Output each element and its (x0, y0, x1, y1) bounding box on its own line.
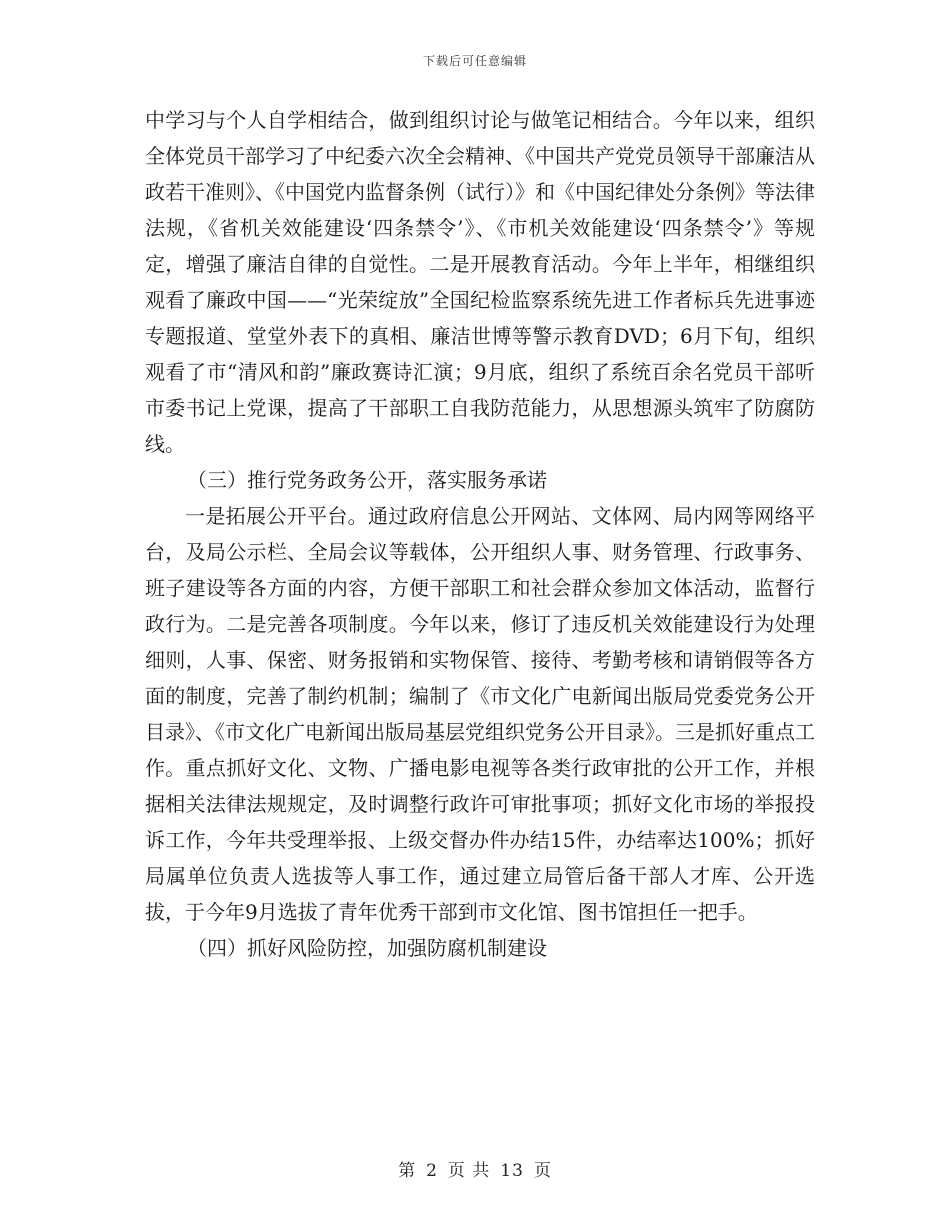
document-body (145, 102, 815, 966)
page-footer (0, 1156, 950, 1181)
footer-prefix: 第 (398, 1161, 417, 1181)
footer-middle: 页 共 (447, 1161, 491, 1181)
section-heading-3: （三）推行党务政务公开，落实服务承诺 (187, 468, 547, 492)
body-paragraph-2: 一是拓展公开平台。通过政府信息公开网站、文体网、局内网等网络平台，及局公示栏、全局会议等载体，公开组织人事、财务管理、行政事务、班子建设等各方面的内容，方便干部职工和社会群众参加文体活动，监督行政行为。二是完善各项制度。今年以来，修订了违反机关效能建设行为处理细则，人事、保密、财务报销和实物保管、接待、考勤考核和请销假等各方面的制度，完善了制约机制；编制了《市文化广电新闻出版局党委党务公开目录》、《市文化广电新闻出版局基层党组织党务公开目录》。三是抓好重点工作。重点抓好文化、文物、广播电影电视等各类行政审批的公开工作，并根据相关法律法规规定，及时调整行政许可审批事项；抓好文化市场的举报投诉工作，今年共受理举报、上级交督办件办结15件，办结率达100%；抓好局属单位负责人选拔等人事工作，通过建立局管后备干部人才库、公开选拔，于今年9月选拔了青年优秀干部到市文化馆、图书馆担任一把手。 (145, 504, 815, 924)
footer-total-pages: 13 (500, 1161, 524, 1181)
section-heading-4: （四）抓好风险防控，加强防腐机制建设 (187, 936, 547, 960)
body-paragraph-1: 中学习与个人自学相结合，做到组织讨论与做笔记相结合。今年以来，组织全体党员干部学习了中纪委六次全会精神、《中国共产党党员领导干部廉洁从政若干准则》、《中国党内监督条例（试行）》和《中国纪律处分条例》等法律法规，《省机关效能建设‘四条禁令’》、《市机关效能建设‘四条禁令’》等规定，增强了廉洁自律的自觉性。二是开展教育活动。今年上半年，相继组织观看了廉政中国——“光荣绽放”全国纪检监察系统先进工作者标兵先进事迹专题报道、堂堂外表下的真相、廉洁世博等警示教育DVD；6月下旬，组织观看了市“清风和韵”廉政赛诗汇演；9月底，组织了系统百余名党员干部听市委书记上党课，提高了干部职工自我防范能力，从思想源头筑牢了防腐防线。 (145, 108, 815, 456)
page-header: 下载后可任意编辑 (422, 54, 527, 68)
footer-current-page: 2 (426, 1161, 438, 1181)
footer-suffix: 页 (533, 1161, 552, 1181)
